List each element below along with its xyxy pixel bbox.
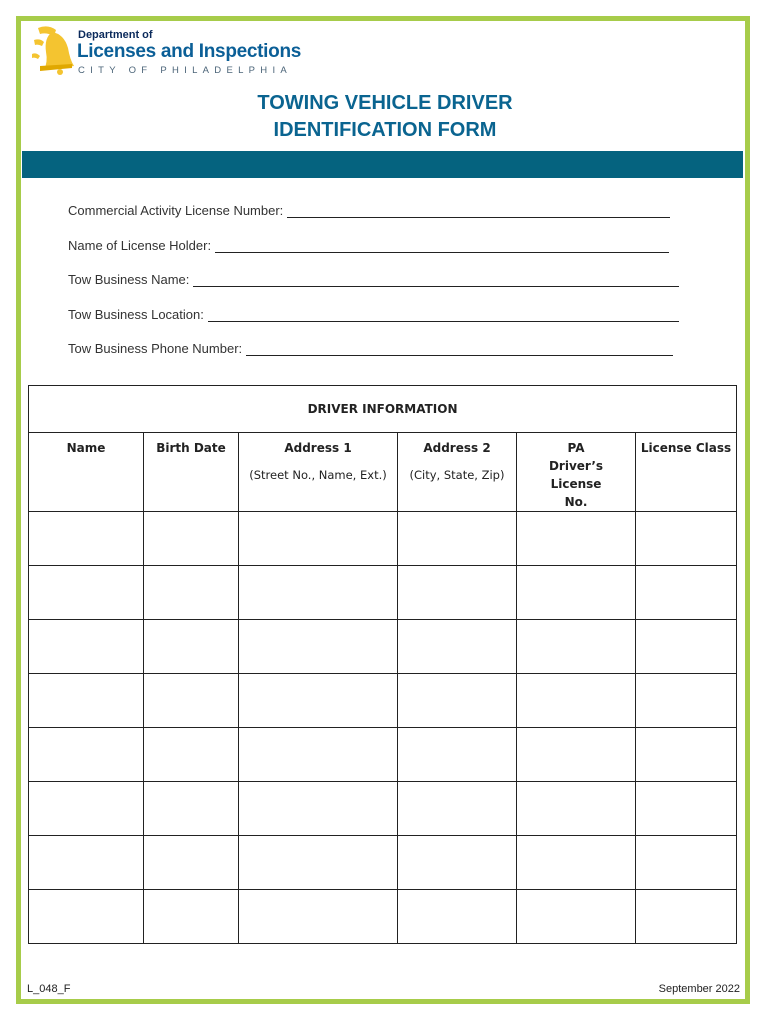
- driver-information-table: [28, 385, 737, 944]
- cell-address2[interactable]: [398, 728, 517, 782]
- business-phone-field: [68, 336, 673, 356]
- address2-hint: (City, State, Zip): [409, 468, 505, 482]
- table-row: [29, 620, 737, 674]
- logo-city-text: CITY OF PHILADELPHIA: [78, 65, 293, 76]
- table-row: [29, 566, 737, 620]
- form-title-line1: TOWING VEHICLE DRIVER: [257, 92, 513, 114]
- table-row: [29, 674, 737, 728]
- liberty-bell-icon: [30, 26, 74, 76]
- business-name-input[interactable]: [193, 272, 679, 287]
- cell-pa-license[interactable]: [517, 836, 636, 890]
- cell-name[interactable]: [29, 620, 144, 674]
- column-header-address2: Address 2 (City, State, Zip): [398, 433, 517, 512]
- cell-pa-license[interactable]: [517, 620, 636, 674]
- table-row: [29, 782, 737, 836]
- cell-address1[interactable]: [239, 566, 398, 620]
- cell-name[interactable]: [29, 674, 144, 728]
- cell-birth-date[interactable]: [144, 566, 239, 620]
- cell-address1[interactable]: [239, 836, 398, 890]
- logo-department-text: Department of: [78, 29, 153, 41]
- cell-license-class[interactable]: [636, 890, 737, 944]
- cell-address1[interactable]: [239, 620, 398, 674]
- cell-birth-date[interactable]: [144, 782, 239, 836]
- cell-pa-license[interactable]: [517, 512, 636, 566]
- revision-date: September 2022: [658, 983, 740, 995]
- cell-pa-license[interactable]: [517, 566, 636, 620]
- cell-address2[interactable]: [398, 674, 517, 728]
- business-name-label: Tow Business Name:: [68, 272, 190, 287]
- cell-address1[interactable]: [239, 728, 398, 782]
- cell-license-class[interactable]: [636, 674, 737, 728]
- department-logo: [30, 26, 300, 80]
- cell-address2[interactable]: [398, 782, 517, 836]
- cell-pa-license[interactable]: [517, 890, 636, 944]
- cell-address1[interactable]: [239, 674, 398, 728]
- cell-address2[interactable]: [398, 836, 517, 890]
- cell-name[interactable]: [29, 728, 144, 782]
- cell-license-class[interactable]: [636, 512, 737, 566]
- cell-pa-license[interactable]: [517, 782, 636, 836]
- table-row: [29, 890, 737, 944]
- license-holder-field: [68, 233, 669, 253]
- cell-address1[interactable]: [239, 782, 398, 836]
- cell-pa-license[interactable]: [517, 728, 636, 782]
- table-row: [29, 728, 737, 782]
- business-location-label: Tow Business Location:: [68, 307, 204, 322]
- license-holder-label: Name of License Holder:: [68, 238, 212, 253]
- business-phone-input[interactable]: [246, 341, 673, 356]
- cell-license-class[interactable]: [636, 620, 737, 674]
- cell-birth-date[interactable]: [144, 728, 239, 782]
- column-header-name: Name: [29, 433, 144, 512]
- column-header-birth-date: Birth Date: [144, 433, 239, 512]
- business-location-field: [68, 302, 679, 322]
- header-band: [22, 151, 743, 178]
- license-number-field: [68, 198, 670, 218]
- cell-license-class[interactable]: [636, 836, 737, 890]
- license-number-input[interactable]: [287, 203, 670, 218]
- cell-address2[interactable]: [398, 566, 517, 620]
- cell-license-class[interactable]: [636, 566, 737, 620]
- address1-hint: (Street No., Name, Ext.): [249, 468, 387, 482]
- cell-name[interactable]: [29, 836, 144, 890]
- cell-birth-date[interactable]: [144, 620, 239, 674]
- business-phone-label: Tow Business Phone Number:: [68, 341, 243, 356]
- cell-name[interactable]: [29, 782, 144, 836]
- cell-address2[interactable]: [398, 890, 517, 944]
- driver-information-heading: DRIVER INFORMATION: [29, 386, 737, 433]
- cell-address2[interactable]: [398, 512, 517, 566]
- cell-address1[interactable]: [239, 890, 398, 944]
- cell-license-class[interactable]: [636, 728, 737, 782]
- form-title-line2: IDENTIFICATION FORM: [273, 119, 497, 141]
- logo-main-text: Licenses and Inspections: [77, 41, 302, 62]
- form-code: L_048_F: [27, 983, 71, 995]
- cell-address1[interactable]: [239, 512, 398, 566]
- cell-license-class[interactable]: [636, 782, 737, 836]
- column-header-pa-license: PA Driver’s License No.: [517, 433, 636, 512]
- license-holder-input[interactable]: [215, 238, 669, 253]
- cell-birth-date[interactable]: [144, 512, 239, 566]
- cell-address2[interactable]: [398, 620, 517, 674]
- business-name-field: [68, 267, 679, 287]
- cell-name[interactable]: [29, 890, 144, 944]
- cell-birth-date[interactable]: [144, 890, 239, 944]
- cell-name[interactable]: [29, 512, 144, 566]
- business-location-input[interactable]: [208, 307, 679, 322]
- cell-birth-date[interactable]: [144, 836, 239, 890]
- cell-pa-license[interactable]: [517, 674, 636, 728]
- license-number-label: Commercial Activity License Number:: [68, 203, 284, 218]
- cell-birth-date[interactable]: [144, 674, 239, 728]
- table-row: [29, 512, 737, 566]
- column-header-address1: Address 1 (Street No., Name, Ext.): [239, 433, 398, 512]
- table-row: [29, 836, 737, 890]
- cell-name[interactable]: [29, 566, 144, 620]
- column-header-license-class: License Class: [636, 433, 737, 512]
